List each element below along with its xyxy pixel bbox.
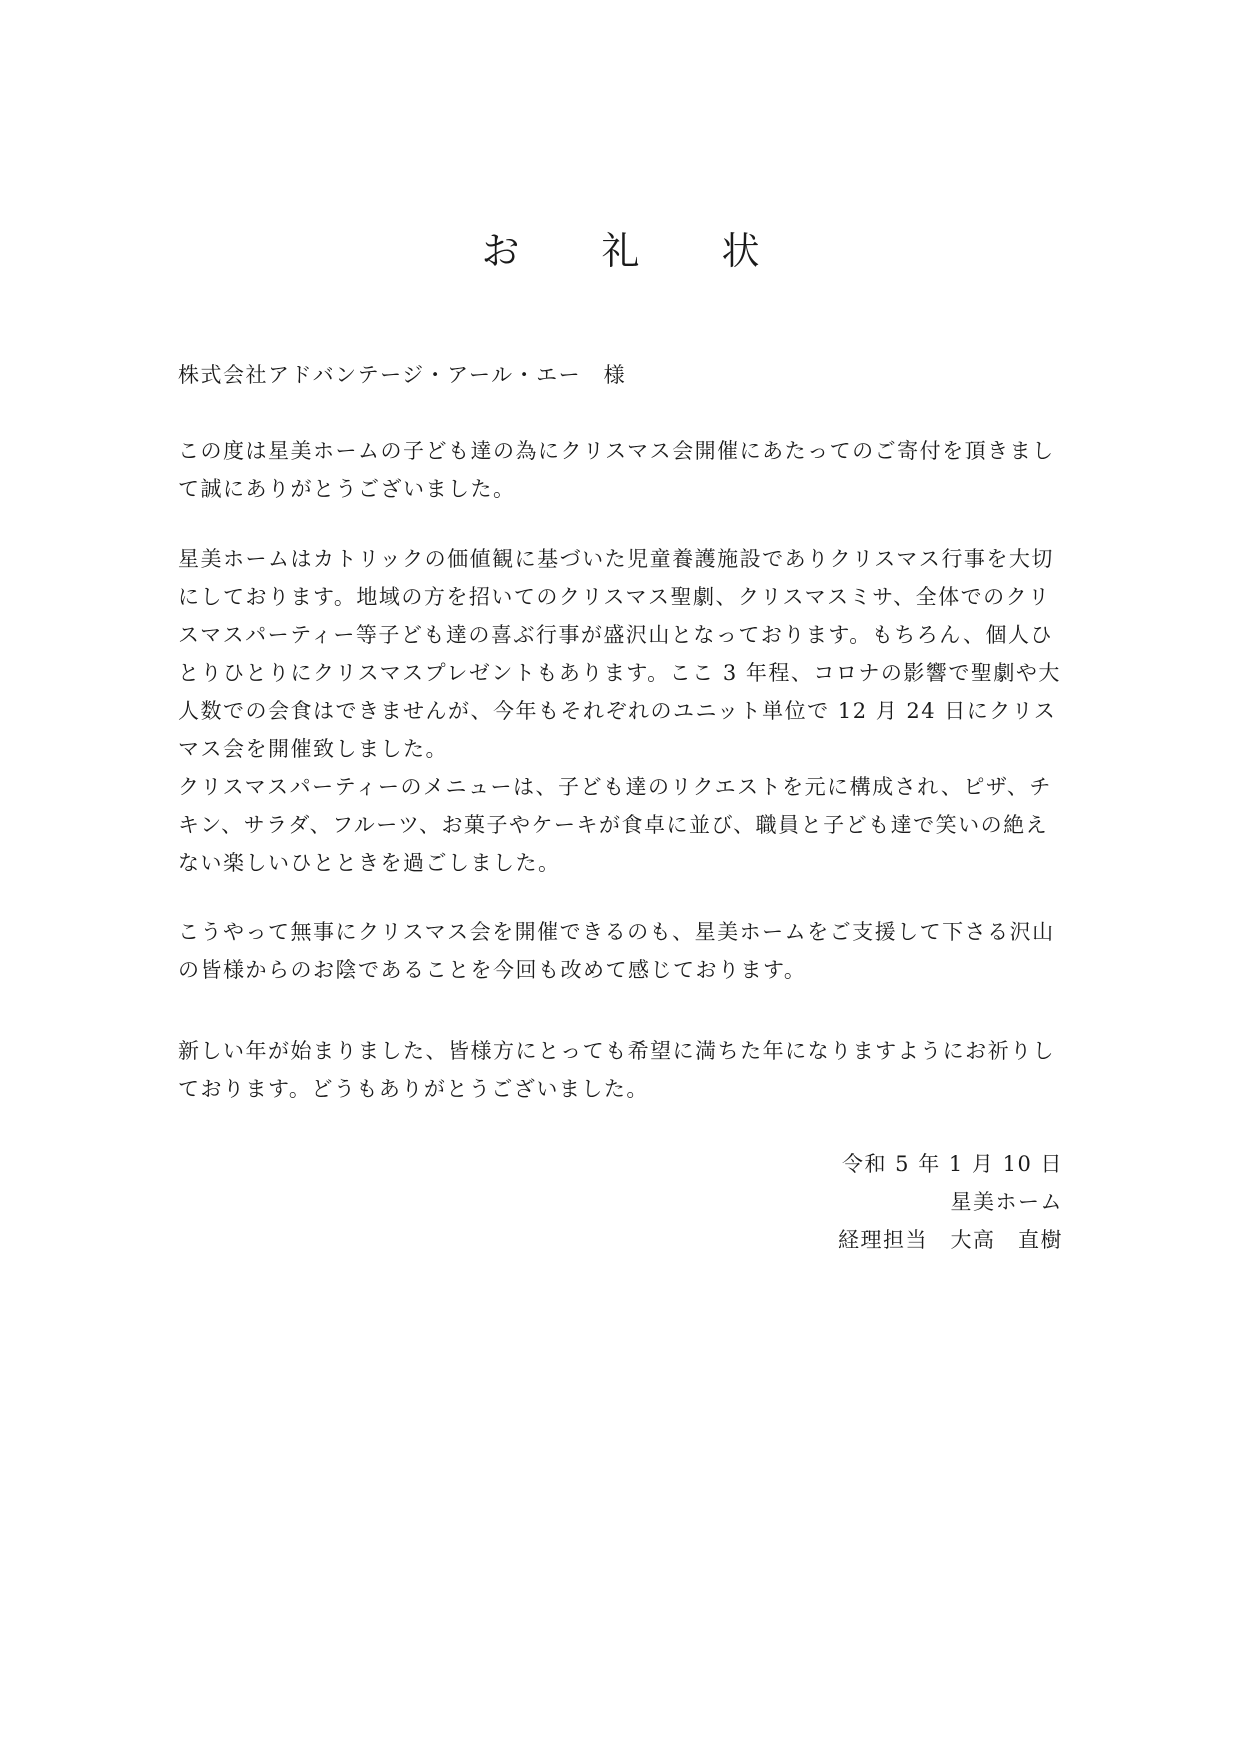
signature-person: 経理担当 大高 直樹 (838, 1228, 1063, 1252)
addressee: 株式会社アドバンテージ・アール・エー 様 (178, 363, 627, 387)
letter-title: お 礼 状 (481, 229, 782, 273)
paragraph-thanks: この度は星美ホームの子ども達の為にクリスマス会開催にあたってのご寄付を頂きまして誠にありがとうございました。 (178, 439, 1055, 501)
paragraph-new-year: 新しい年が始まりました、皆様方にとっても希望に満ちた年になりますようにお祈りしております。どうもありがとうございました。 (178, 1039, 1056, 1101)
signature-organization: 星美ホーム (950, 1190, 1063, 1214)
paragraph-christmas-events-part1: 星美ホームはカトリックの価値観に基づいた児童養護施設でありクリスマス行事を大切にしております。地域の方を招いてのクリスマス聖劇、クリスマスミサ、全体でのクリスマスパーティー等子ども達の喜ぶ行事が盛沢山となっております。もちろん、個人ひとりひとりにクリスマスプレゼントもあります。ここ 3 年程、コロナの影響で聖劇や大人数での会食はできませんが、今年もそれぞれのユニット単位で 12 月 24 日にクリスマス会を開催致しました。 (178, 547, 1061, 761)
paragraph-christmas-events-part2: クリスマスパーティーのメニューは、子ども達のリクエストを元に構成され、ピザ、チキン、サラダ、フルーツ、お菓子やケーキが食卓に並び、職員と子ども達で笑いの絶えない楽しいひとときを過ごしました。 (178, 775, 1052, 875)
paragraph-support: こうやって無事にクリスマス会を開催できるのも、星美ホームをご支援して下さる沢山の皆様からのお陰であることを今回も改めて感じております。 (178, 920, 1055, 982)
signature-date: 令和 5 年 1 月 10 日 (842, 1152, 1063, 1176)
paragraph-christmas-events (178, 540, 1064, 882)
